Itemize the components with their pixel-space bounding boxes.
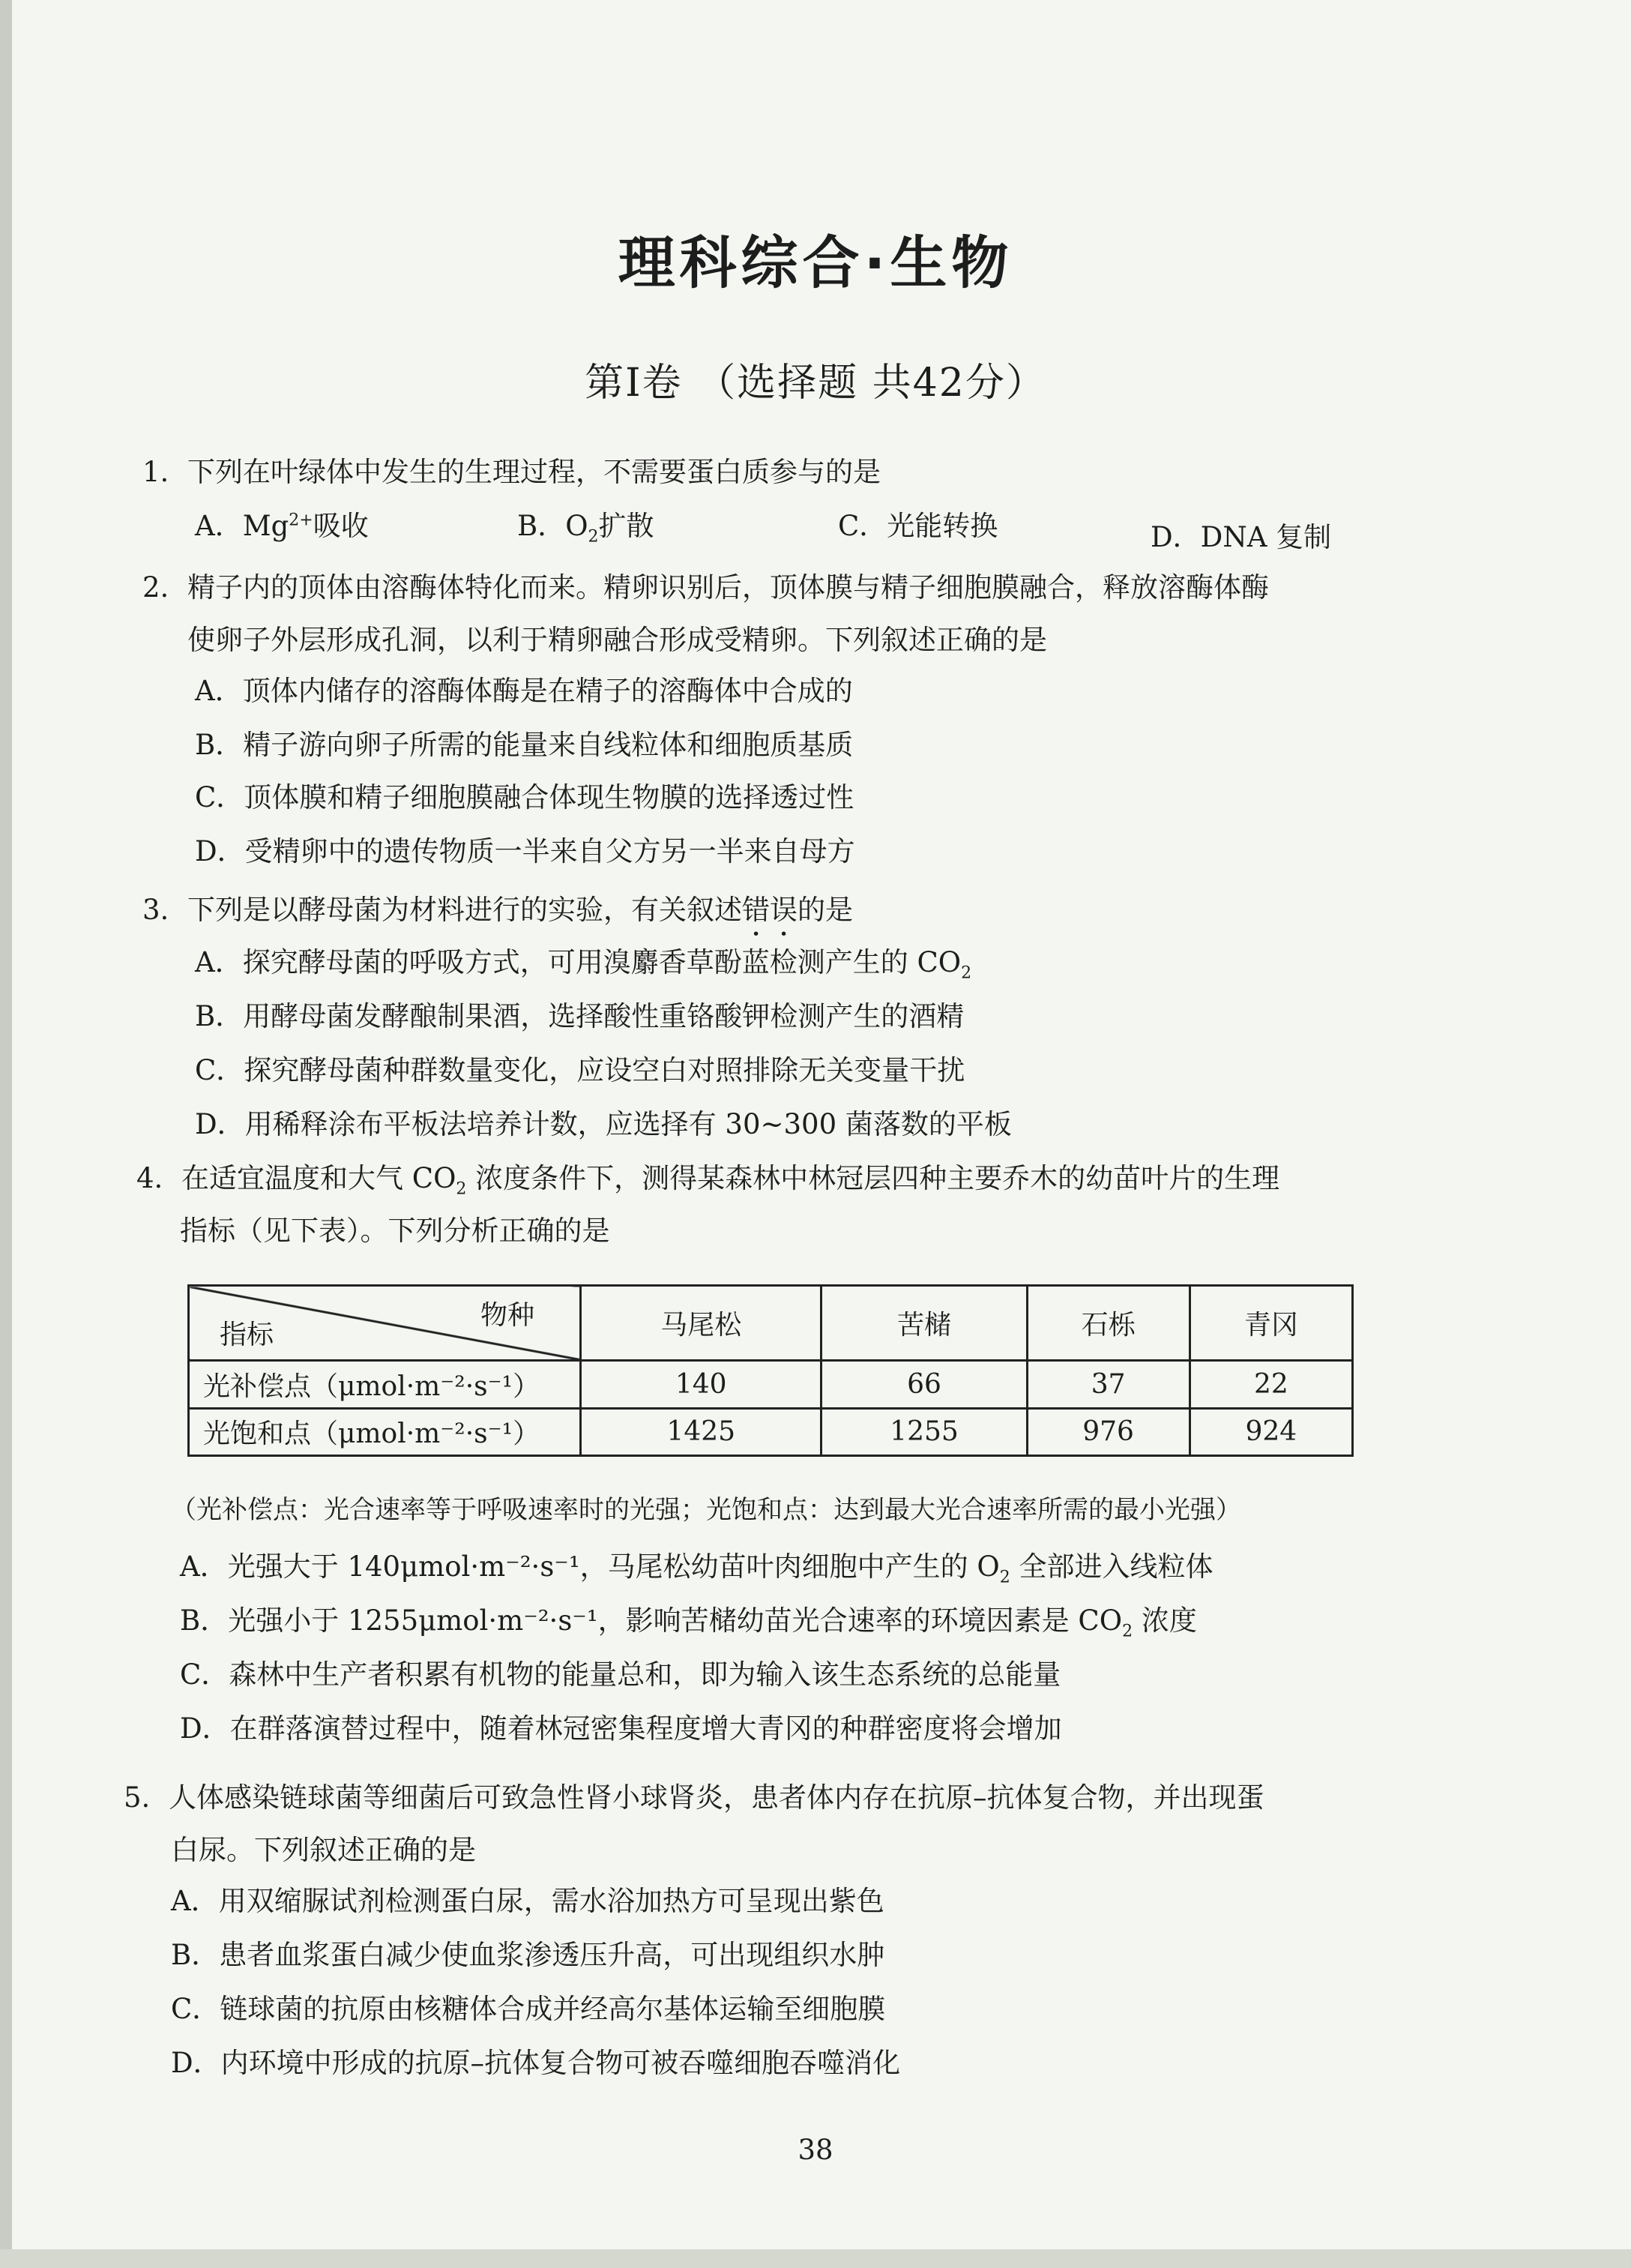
question-2-option-d: D．受精卵中的遗传物质一半来自父方另一半来自母方 [195,835,855,867]
question-4-option-a: A．光强大于 140μmol·m⁻²·s⁻¹，马尾松幼苗叶肉细胞中产生的 $O_2$ 全部进入线粒体 [180,1550,1214,1587]
data-table [187,1284,1354,1457]
table-row [189,1408,1353,1456]
question-3-option-d: D．用稀释涂布平板法培养计数，应选择有 30~300 菌落数的平板 [195,1108,1012,1140]
table-header-cell: 石栎 [1027,1286,1190,1361]
question-5-option-a: A．用双缩脲试剂检测蛋白尿，需水浴加热方可呈现出紫色 [171,1885,884,1917]
table-note: （光补偿点：光合速率等于呼吸速率时的光强；光饱和点：达到最大光合速率所需的最小光强） [171,1495,1241,1525]
section-heading: 第Ⅰ卷 （选择题 共42分） [585,361,1046,406]
page-edge [0,2249,1631,2268]
question-3-option-a: A．探究酵母菌的呼吸方式，可用溴麝香草酚蓝检测产生的 $CO_2$ [195,946,972,983]
question-5-option-b: B．患者血浆蛋白减少使血浆渗透压升高，可出现组织水肿 [171,1939,885,1971]
page-title: 理科综合·生物 [618,229,1013,296]
table-header-cell: 青冈 [1190,1286,1352,1361]
table-row [189,1361,1353,1409]
question-5-option-d: D．内环境中形成的抗原–抗体复合物可被吞噬细胞吞噬消化 [171,2047,901,2079]
table-cell: 1425 [581,1408,821,1456]
question-4-stem: 4. 在适宜温度和大气 $CO_2$ 浓度条件下，测得某森林中林冠层四种主要乔木的幼苗叶片的生理 [136,1162,1280,1199]
row-label: 光补偿点（μmol·m⁻²·s⁻¹） [189,1361,581,1409]
table-header-cell: 苦槠 [821,1286,1027,1361]
question-3-option-c: C．探究酵母菌种群数量变化，应设空白对照排除无关变量干扰 [195,1054,965,1086]
row-label: 光饱和点（μmol·m⁻²·s⁻¹） [189,1408,581,1456]
question-4-option-b: B．光强小于 1255μmol·m⁻²·s⁻¹，影响苦槠幼苗光合速率的环境因素是 $CO_2$ 浓度 [180,1604,1197,1641]
table-header-cell: 马尾松 [581,1286,821,1361]
question-1-option-a: A．$Mg^{2+}$吸收 [195,510,369,542]
table-cell: 37 [1027,1361,1190,1409]
column-group-label: 物种 [480,1300,534,1331]
question-1-option-c: C．光能转换 [838,510,998,542]
question-2-option-a: A．顶体内储存的溶酶体酶是在精子的溶酶体中合成的 [195,675,853,707]
question-5-option-c: C．链球菌的抗原由核糖体合成并经高尔基体运输至细胞膜 [171,1993,886,2025]
table-cell: 924 [1190,1408,1352,1456]
question-3-stem: 3. 下列是以酵母菌为材料进行的实验，有关叙述错误的是 [142,894,853,926]
row-group-label: 指标 [220,1320,274,1350]
question-1-option-d: D．DNA 复制 [1151,521,1332,553]
table-cell: 140 [581,1361,821,1409]
question-1-stem: 1. 下列在叶绿体中发生的生理过程，不需要蛋白质参与的是 [142,456,881,488]
question-3-option-b: B．用酵母菌发酵酿制果酒，选择酸性重铬酸钾检测产生的酒精 [195,1000,965,1032]
page-edge [0,0,12,2268]
table-cell: 976 [1027,1408,1190,1456]
question-1-option-b: B．$O_2$扩散 [517,510,654,547]
emphasis-word: 错误 [742,894,798,926]
question-2-stem-line2: 使卵子外层形成孔洞，以利于精卵融合形成受精卵。下列叙述正确的是 [187,624,1047,656]
question-5-stem: 5. 人体感染链球菌等细菌后可致急性肾小球肾炎，患者体内存在抗原–抗体复合物，并出现蛋 [124,1781,1264,1814]
table-cell: 1255 [821,1408,1027,1456]
question-2-option-b: B．精子游向卵子所需的能量来自线粒体和细胞质基质 [195,729,854,761]
question-2-option-c: C．顶体膜和精子细胞膜融合体现生物膜的选择透过性 [195,781,854,813]
question-4-stem-line2: 指标（见下表）。下列分析正确的是 [180,1215,610,1247]
question-5-stem-line2: 白尿。下列叙述正确的是 [171,1834,476,1866]
question-4-option-c: C．森林中生产者积累有机物的能量总和，即为输入该生态系统的总能量 [180,1658,1061,1691]
question-4-option-d: D．在群落演替过程中，随着林冠密集程度增大青冈的种群密度将会增加 [180,1712,1062,1745]
table-header-row [189,1286,1353,1361]
table-cell: 22 [1190,1361,1352,1409]
table-cell: 66 [821,1361,1027,1409]
table-corner-cell [189,1286,581,1361]
question-2-stem: 2. 精子内的顶体由溶酶体特化而来。精卵识别后，顶体膜与精子细胞膜融合，释放溶酶体酶 [142,571,1269,604]
page-number: 38 [798,2134,833,2166]
